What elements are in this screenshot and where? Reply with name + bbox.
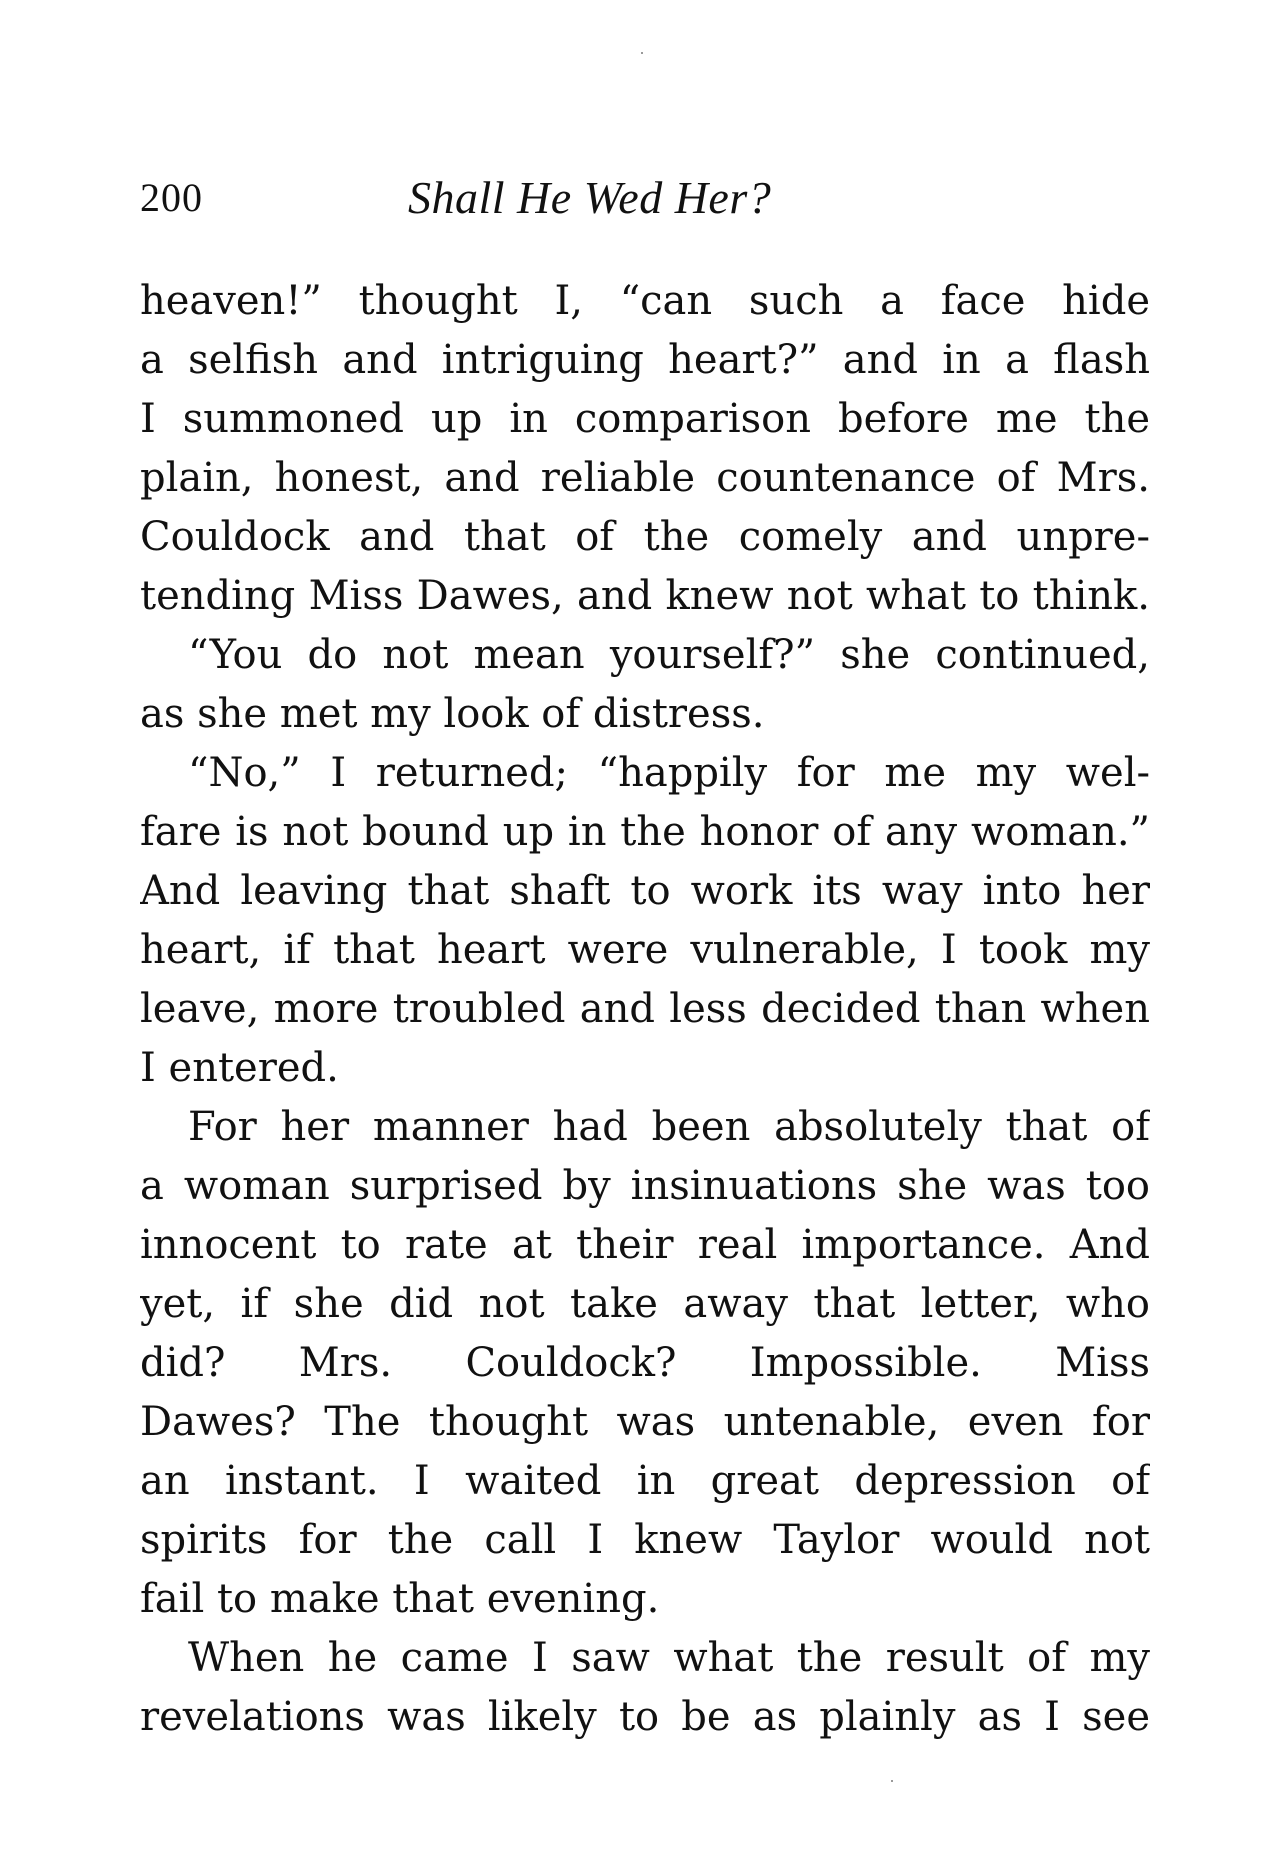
text-line: a woman surprised by insinuations she was too — [140, 1163, 1150, 1209]
text-line: “No,” I returned; “happily for me my wel- — [188, 750, 1150, 796]
text-line: I summoned up in comparison before me the — [140, 396, 1150, 442]
text-line: Couldock and that of the comely and unpre- — [140, 514, 1150, 560]
text-line: did? Mrs. Couldock? Impossible. Miss — [140, 1340, 1150, 1386]
text-line: an instant. I waited in great depression of — [140, 1458, 1150, 1504]
text-line: Dawes? The thought was untenable, even for — [140, 1399, 1150, 1445]
text-line: innocent to rate at their real importance. And — [140, 1222, 1150, 1268]
text-line: I entered. — [140, 1045, 339, 1091]
text-line: fare is not bound up in the honor of any woman.” — [140, 809, 1150, 855]
running-head — [140, 168, 1150, 228]
text-line: heaven!” thought I, “can such a face hide — [140, 278, 1150, 324]
text-line: leave, more troubled and less decided than when — [140, 986, 1150, 1032]
text-line: revelations was likely to be as plainly as I see — [140, 1694, 1150, 1740]
body-text — [140, 272, 1150, 1747]
text-line: heart, if that heart were vulnerable, I took my — [140, 927, 1150, 973]
text-line: For her manner had been absolutely that of — [188, 1104, 1150, 1150]
text-line: plain, honest, and reliable countenance of Mrs. — [140, 455, 1150, 501]
text-line: tending Miss Dawes, and knew not what to think. — [140, 573, 1150, 619]
text-line: “You do not mean yourself?” she continued, — [188, 632, 1150, 678]
text-line: And leaving that shaft to work its way into her — [140, 868, 1150, 914]
text-line: fail to make that evening. — [140, 1576, 660, 1622]
text-line: yet, if she did not take away that letter, who — [140, 1281, 1150, 1327]
page-number: 200 — [140, 175, 203, 220]
text-line: spirits for the call I knew Taylor would not — [140, 1517, 1150, 1563]
text-line: as she met my look of distress. — [140, 691, 765, 737]
paper-speck — [641, 52, 643, 54]
text-line: When he came I saw what the result of my — [188, 1635, 1150, 1681]
text-line: a selfish and intriguing heart?” and in a flash — [140, 337, 1150, 383]
paper-speck — [891, 1780, 893, 1782]
running-title: Shall He Wed Her? — [408, 172, 772, 223]
